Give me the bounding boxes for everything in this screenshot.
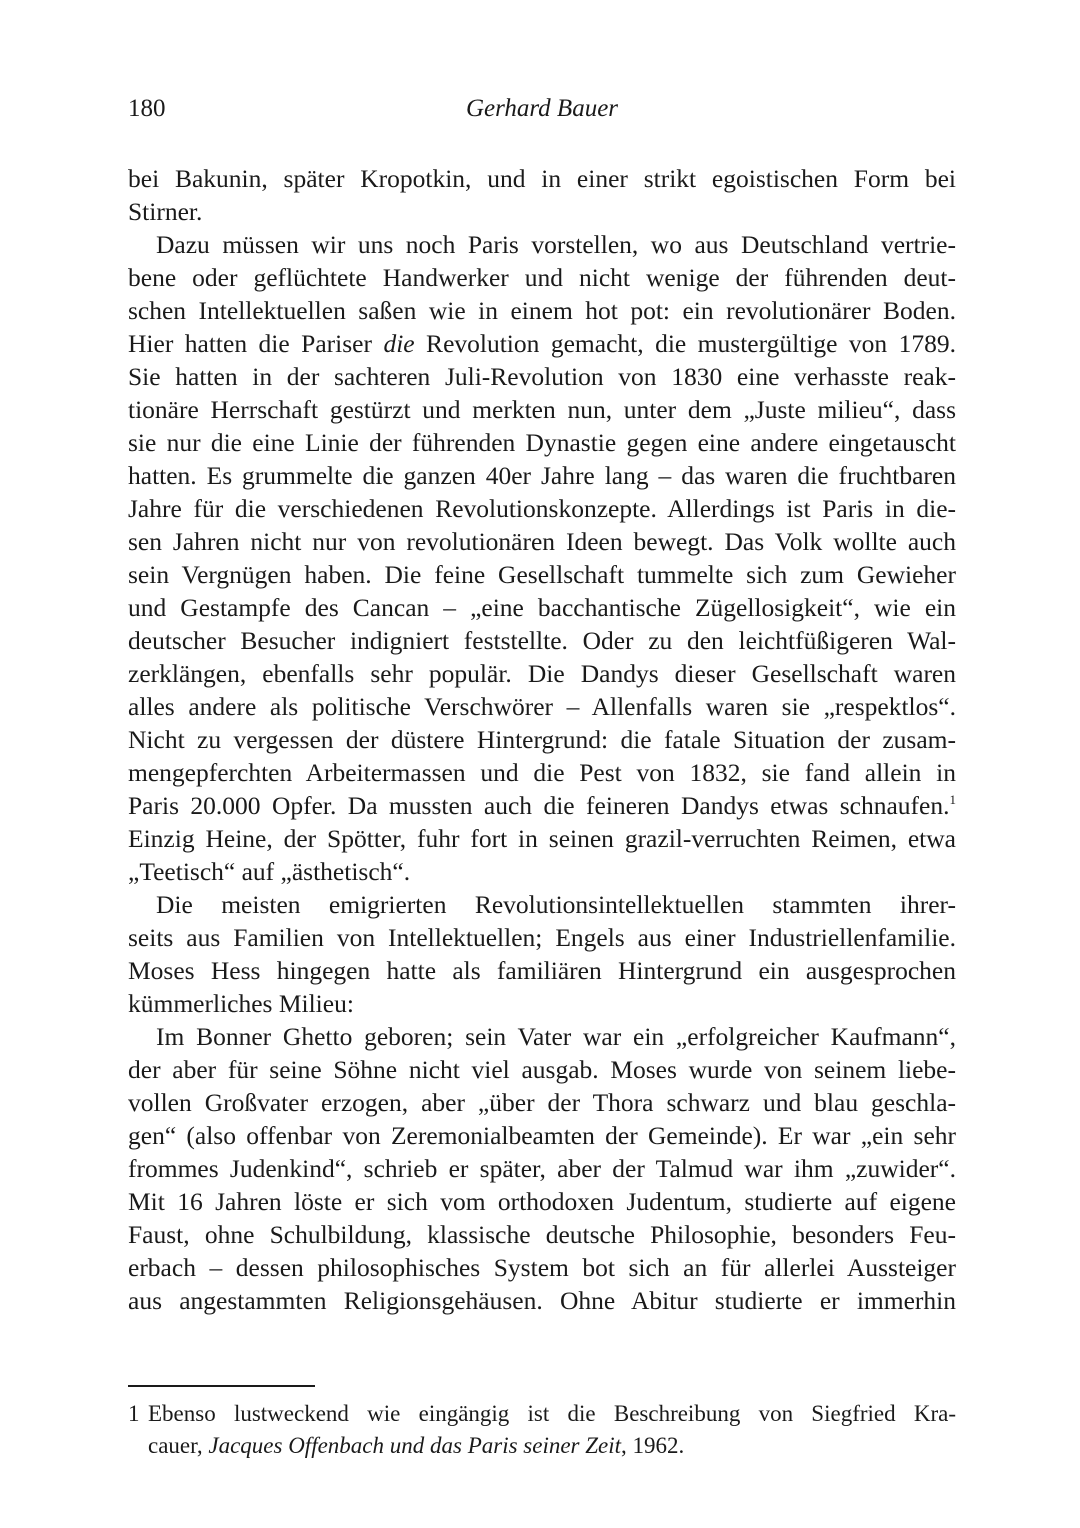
footnote-line: 1 Ebenso lustweckend wie eingängig ist die Beschreibung von Siegfried Kra- <box>128 1398 956 1430</box>
text-line: Jahre für die verschiedenen Revolutionskonzepte. Allerdings ist Paris in die- <box>128 494 956 523</box>
footnote-1 <box>128 1398 956 1462</box>
body-text <box>128 162 956 1317</box>
text-line: und Gestampfe des Cancan – „eine bacchantische Zügellosigkeit“, wie ein <box>128 593 956 622</box>
text-line: aus angestammten Religionsgehäusen. Ohne Abitur studierte er immerhin <box>128 1286 956 1315</box>
text-line: Mit 16 Jahren löste er sich vom orthodoxen Judentum, studierte auf eigene <box>128 1187 956 1216</box>
text-line: sie nur die eine Linie der führenden Dynastie gegen eine andere eingetauscht <box>128 428 956 457</box>
text-line: mengepferchten Arbeitermassen und die Pest von 1832, sie fand allein in <box>128 758 956 787</box>
text-line: seits aus Familien von Intellektuellen; Engels aus einer Industriellenfamilie. <box>128 923 956 952</box>
text-line: erbach – dessen philosophisches System bot sich an für allerlei Aussteiger <box>128 1253 956 1282</box>
text-line: sein Vergnügen haben. Die feine Gesellschaft tummelte sich zum Gewieher <box>128 560 956 589</box>
paragraph-start-line: Die meisten emigrierten Revolutionsintellektuellen stammten ihrer- <box>156 890 956 919</box>
text-line: Hier hatten die Pariser die Revolution gemacht, die mustergültige von 1789. <box>128 329 956 358</box>
text-line: frommes Judenkind“, schrieb er später, aber der Talmud war ihm „zuwider“. <box>128 1154 956 1183</box>
text-line: Stirner. <box>128 197 203 226</box>
text-line: Sie hatten in der sachteren Juli-Revolution von 1830 eine verhasste reak- <box>128 362 956 391</box>
text-line: der aber für seine Söhne nicht viel ausgab. Moses wurde von seinem liebe- <box>128 1055 956 1084</box>
page-number: 180 <box>128 95 166 122</box>
text-line: bei Bakunin, später Kropotkin, und in einer strikt egoistischen Form bei <box>128 164 956 193</box>
emphasis: die <box>383 329 415 358</box>
text-line: kümmerliches Milieu: <box>128 989 354 1018</box>
text-line: Einzig Heine, der Spötter, fuhr fort in seinen grazil-verruchten Reimen, etwa <box>128 824 956 853</box>
text-line: bene oder geflüchtete Handwerker und nicht wenige der führenden deut- <box>128 263 956 292</box>
text-line: hatten. Es grummelte die ganzen 40er Jahre lang – das waren die fruchtbaren <box>128 461 956 490</box>
text-line: Faust, ohne Schulbildung, klassische deutsche Philosophie, besonders Feu- <box>128 1220 956 1249</box>
paragraph-start-line: Im Bonner Ghetto geboren; sein Vater war ein „erfolgreicher Kaufmann“, <box>156 1022 956 1051</box>
text-line: Nicht zu vergessen der düstere Hintergrund: die fatale Situation der zusam- <box>128 725 956 754</box>
text-line: vollen Großvater erzogen, aber „über der Thora schwarz und blau geschla- <box>128 1088 956 1117</box>
text-line: schen Intellektuellen saßen wie in einem hot pot: ein revolutionärer Boden. <box>128 296 956 325</box>
footnote-number: 1 <box>128 1401 140 1426</box>
text-line: zerklängen, ebenfalls sehr populär. Die Dandys dieser Gesellschaft waren <box>128 659 956 688</box>
text-line: sen Jahren nicht nur von revolutionären Ideen bewegt. Das Volk wollte auch <box>128 527 956 556</box>
running-head <box>128 92 956 126</box>
text-line: Moses Hess hingegen hatte als familiären Hintergrund ein ausgesprochen <box>128 956 956 985</box>
footnote-reference[interactable]: 1 <box>949 792 956 807</box>
running-title-author: Gerhard Bauer <box>465 95 619 122</box>
text-line: alles andere als politische Verschwörer – Allenfalls waren sie „respektlos“. <box>128 692 956 721</box>
footnote-divider <box>128 1385 315 1387</box>
cited-book-title: Jacques Offenbach und das Paris seiner Zeit <box>208 1433 622 1458</box>
footnote-line: cauer, Jacques Offenbach und das Paris seiner Zeit, 1962. <box>148 1433 685 1458</box>
text-line: gen“ (also offenbar von Zeremonialbeamten der Gemeinde). Er war „ein sehr <box>128 1121 956 1150</box>
paragraph-start-line: Dazu müssen wir uns noch Paris vorstellen, wo aus Deutschland vertrie- <box>156 230 956 259</box>
text-line: tionäre Herrschaft gestürzt und merkten nun, unter dem „Juste milieu“, dass <box>128 395 956 424</box>
text-line: deutscher Besucher indigniert feststellte. Oder zu den leichtfüßigeren Wal- <box>128 626 956 655</box>
text-line: Paris 20.000 Opfer. Da mussten auch die feineren Dandys etwas schnaufen.$^1$ <box>128 791 956 820</box>
text-line: „Teetisch“ auf „ästhetisch“. <box>128 857 411 886</box>
